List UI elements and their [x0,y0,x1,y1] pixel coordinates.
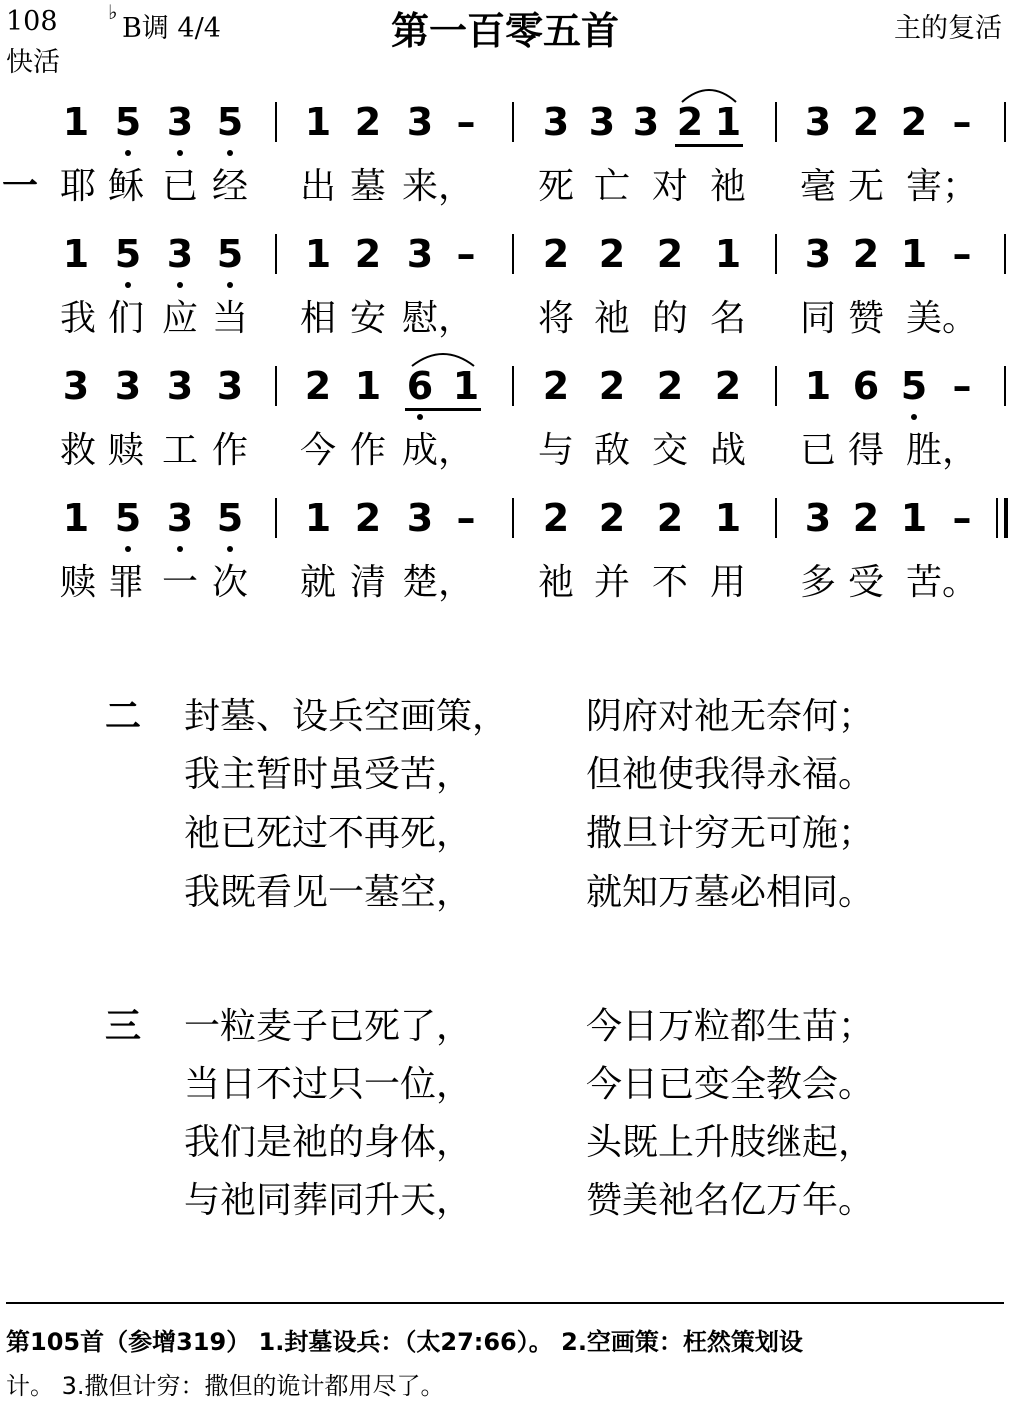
lyric-char: 成， [402,430,475,471]
lyric-char: 工 [162,430,199,471]
notation-row [0,100,1010,160]
lyric-char: 一 [162,562,199,603]
note: 5 [114,232,142,276]
lyric-row [0,554,1010,603]
verse-line: 祂已死过不再死， [184,813,473,854]
key-signature: B调 4/4 [122,13,221,44]
lyric-char: 当 [212,298,249,339]
lyric-char: 出 [300,166,337,207]
note: 5 [216,100,244,144]
slur-curve [412,354,474,366]
lyric-char: 作 [350,430,387,471]
lyric-char: 赎 [108,430,145,471]
note: 1 [452,364,480,408]
note: 2 [354,232,382,276]
octave-dot [177,282,183,288]
lyric-row [0,158,1010,207]
note: 2 [354,496,382,540]
note: 6 [852,364,880,408]
beam-underline [405,408,481,411]
lyric-char: 苦。 [906,562,979,603]
note: 2 [676,100,704,144]
note: 3 [166,496,194,540]
lyric-char: 我 [60,298,97,339]
bar-line [1004,498,1008,538]
verse-line: 就知万墓必相同。 [586,872,875,913]
lyric-char: 与 [538,430,575,471]
lyric-char: 墓 [350,166,387,207]
lyric-char: 将 [538,298,575,339]
note: 5 [216,232,244,276]
verse-line: 一粒麦子已死了， [184,1006,473,1047]
note: – [456,100,476,144]
verse-line: 头既上升肢继起， [586,1122,875,1163]
bar-line [275,234,277,274]
note: 1 [62,100,90,144]
bar-line [275,366,277,406]
note: 3 [542,100,570,144]
note: 3 [166,364,194,408]
note: 2 [656,496,684,540]
note: 5 [900,364,928,408]
lyric-char: 救 [60,430,97,471]
note: 1 [714,496,742,540]
lyric-char: 赎 [60,562,97,603]
final-bar-line [996,498,998,538]
page-number: 108 [6,6,58,37]
bar-line [275,498,277,538]
verse-line: 阴府对祂无奈何； [586,696,875,737]
note: 1 [900,232,928,276]
octave-dot [177,150,183,156]
note: 2 [714,364,742,408]
note: 1 [304,100,332,144]
lyric-char: 死 [538,166,575,207]
lyric-char: 们 [108,298,145,339]
bar-line [1004,234,1006,274]
note: – [456,232,476,276]
lyric-char: 多 [800,562,837,603]
note: 1 [62,232,90,276]
lyric-char: 受 [848,562,885,603]
note: 2 [852,496,880,540]
lyric-char: 经 [212,166,249,207]
lyric-char: 害； [906,166,979,207]
lyric-char: 稣 [108,166,145,207]
note: 1 [900,496,928,540]
beam-underline [675,144,743,147]
lyric-char: 得 [848,430,885,471]
lyric-char: 毫 [800,166,837,207]
lyric-char: 用 [710,562,747,603]
bar-line [512,498,514,538]
note: 1 [304,496,332,540]
octave-dot [125,150,131,156]
footnote-line: 计。 3.撒但计穷：撒但的诡计都用尽了。 [6,1372,445,1400]
verse-line: 封墓、设兵空画策， [184,696,509,737]
bar-line [275,102,277,142]
note: 1 [714,100,742,144]
lyric-char: 敌 [594,430,631,471]
lyric-char: 并 [594,562,631,603]
lyric-char: 来， [402,166,475,207]
lyric-char: 祂 [594,298,631,339]
note: 2 [304,364,332,408]
lyric-char: 耶 [60,166,97,207]
bar-line [512,234,514,274]
note: 1 [804,364,832,408]
note: – [952,496,972,540]
note: 1 [304,232,332,276]
slur-curve [682,90,736,102]
note: 2 [598,364,626,408]
note: 1 [714,232,742,276]
octave-dot [227,282,233,288]
note: 2 [656,364,684,408]
bar-line [512,102,514,142]
verse-line: 今日万粒都生苗； [586,1006,875,1047]
note: 2 [542,496,570,540]
lyric-char: 祂 [538,562,575,603]
note: 3 [632,100,660,144]
verse-marker: 一 [1,166,38,207]
lyric-char: 已 [800,430,837,471]
lyric-char: 相 [300,298,337,339]
lyric-char: 楚， [402,562,475,603]
octave-dot [125,546,131,552]
note: 3 [804,232,832,276]
slur [410,348,476,368]
octave-dot [125,282,131,288]
note: 2 [598,232,626,276]
lyric-char: 就 [300,562,337,603]
note: 1 [354,364,382,408]
note: 6 [406,364,434,408]
note: 2 [354,100,382,144]
note: 3 [114,364,142,408]
slur [680,84,738,104]
bar-line [1004,366,1006,406]
note: 5 [216,496,244,540]
bar-line [512,366,514,406]
lyric-char: 赞 [848,298,885,339]
bar-line [775,498,777,538]
verse-marker: 三 [105,1006,142,1047]
note: – [952,100,972,144]
note: 3 [406,496,434,540]
lyric-char: 安 [350,298,387,339]
verse-line: 今日已变全教会。 [586,1064,875,1105]
lyric-char: 名 [710,298,747,339]
note: 2 [852,100,880,144]
octave-dot [911,414,917,420]
lyric-char: 今 [300,430,337,471]
verse-line: 撒旦计穷无可施； [586,813,875,854]
octave-dot [417,414,423,420]
note: 5 [114,496,142,540]
note: 2 [598,496,626,540]
octave-dot [177,546,183,552]
hymn-title: 第一百零五首 [390,9,619,53]
bar-line [775,366,777,406]
lyric-char: 罪 [108,562,145,603]
note: – [952,232,972,276]
note: 3 [804,496,832,540]
lyric-char: 美。 [906,298,979,339]
note: 3 [406,232,434,276]
note: 3 [804,100,832,144]
footnote-line: 第105首（参增319） 1.封墓设兵：（太27:66）。 2.空画策：枉然策划设 [6,1328,803,1356]
verse-line: 与祂同葬同升天， [184,1180,473,1221]
lyric-char: 已 [162,166,199,207]
note: – [456,496,476,540]
note: – [952,364,972,408]
lyric-char: 胜， [906,430,979,471]
hymn-category: 主的复活 [894,13,1002,44]
lyric-char: 作 [212,430,249,471]
note: 1 [62,496,90,540]
note: 3 [166,100,194,144]
lyric-char: 对 [652,166,689,207]
notation-row [0,364,1010,424]
notation-row [0,232,1010,292]
bar-line [1004,102,1006,142]
note: 3 [588,100,616,144]
lyric-row [0,290,1010,339]
lyric-char: 不 [652,562,689,603]
footnote-divider [6,1302,1004,1304]
note: 5 [114,100,142,144]
note: 3 [166,232,194,276]
lyric-char: 亡 [594,166,631,207]
lyric-char: 战 [710,430,747,471]
lyric-char: 的 [652,298,689,339]
lyric-char: 祂 [710,166,747,207]
verse-line: 但祂使我得永福。 [586,754,875,795]
verse-marker: 二 [105,696,142,737]
lyric-char: 清 [350,562,387,603]
tempo-marking: 快活 [6,47,60,78]
verse-line: 我们是祂的身体， [184,1122,473,1163]
octave-dot [227,546,233,552]
lyric-char: 无 [848,166,885,207]
note: 3 [216,364,244,408]
verse-line: 赞美祂名亿万年。 [586,1180,875,1221]
lyric-row [0,422,1010,471]
lyric-char: 慰， [402,298,475,339]
bar-line [775,102,777,142]
note: 2 [542,232,570,276]
note: 2 [542,364,570,408]
lyric-char: 次 [212,562,249,603]
note: 3 [62,364,90,408]
lyric-char: 应 [162,298,199,339]
verse-line: 我既看见一墓空， [184,872,473,913]
note: 2 [656,232,684,276]
note: 2 [900,100,928,144]
lyric-char: 同 [800,298,837,339]
octave-dot [227,150,233,156]
lyric-char: 交 [652,430,689,471]
notation-row [0,496,1010,556]
note: 3 [406,100,434,144]
bar-line [775,234,777,274]
verse-line: 当日不过只一位， [184,1064,473,1105]
verse-line: 我主暂时虽受苦， [184,754,473,795]
note: 2 [852,232,880,276]
flat-sign: ♭ [108,0,118,24]
